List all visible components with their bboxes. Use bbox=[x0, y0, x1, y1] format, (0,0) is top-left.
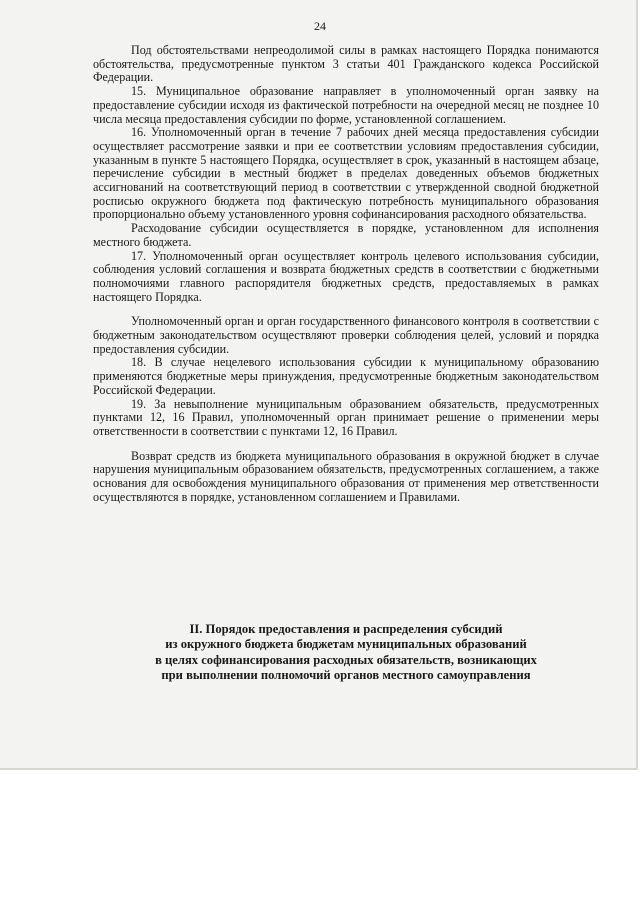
section-heading-line: II. Порядок предоставления и распределения субсидий bbox=[189, 622, 503, 636]
paragraph-expenditure: Расходование субсидии осуществляется в порядке, установленном для исполнения местного бюджета. bbox=[93, 221, 599, 249]
section-heading-line: в целях софинансирования расходных обязательств, возникающих bbox=[155, 652, 537, 667]
paragraph-force-majeure: Под обстоятельствами непреодолимой силы в рамках настоящего Порядка понимаются обстоятельства, предусмотренные пунктом 3 статьи 401 Гражданского кодекса Российской Федерации. bbox=[93, 43, 599, 85]
paragraph-refund: Возврат средств из бюджета муниципального образования в окружной бюджет в случае нарушения муниципальным образованием обязательств, предусмотренных соглашением, а также основания для освобождения муниципального образования от применения мер ответственности осуществляются в порядке, установленном соглашением и Правилами. bbox=[93, 448, 599, 504]
paragraph-item-16: 16. Уполномоченный орган в течение 7 рабочих дней месяца предоставления субсидии осуществляет рассмотрение заявки и при ее соответствии условиям предоставления субсидии, указанным в пункте 5 настоящего Порядка, осуществляет в срок, указанный в настоящем абзаце, перечисление субсидии в местный бюджет в пределах доведенных объемов бюджетных ассигнований на соответствующий период в соответствии с утвержденной сводной бюджетной росписью окружного бюджета под фактическую потребность муниципального образования пропорционально объему установленного уровня софинансирования расходного обязательства. bbox=[93, 125, 599, 222]
paragraph-item-15: 15. Муниципальное образование направляет в уполномоченный орган заявку на предоставление субсидии исходя из фактической потребности на очередной месяц не позднее 10 числа месяца предоставления субсидии по форме, установленной соглашением. bbox=[93, 84, 599, 126]
paragraph-item-18: 18. В случае нецелевого использования субсидии к муниципальному образованию применяются бюджетные меры принуждения, предусмотренные бюджетным законодательством Российской Федерации. bbox=[93, 355, 599, 397]
paragraph-financial-control: Уполномоченный орган и орган государственного финансового контроля в соответствии с бюджетным законодательством осуществляют проверки соблюдения целей, условий и порядка предоставления субсидии. bbox=[93, 314, 599, 356]
paragraph-item-17: 17. Уполномоченный орган осуществляет контроль целевого использования субсидии, соблюдения условий соглашения и возврата бюджетных средств в соответствии с бюджетными полномочиями главного распорядителя бюджетных средств, предоставляемых в рамках настоящего Порядка. bbox=[93, 248, 599, 304]
paragraph-item-19: 19. За невыполнение муниципальным образованием обязательств, предусмотренных пунктами 12, 16 Правил, уполномоченный орган принимает решение о применении меры ответственности в соответствии с пунктами 12, 16 Правил. bbox=[93, 396, 599, 438]
document-body bbox=[93, 44, 599, 505]
section-heading-line: при выполнении полномочий органов местного самоуправления bbox=[161, 668, 531, 683]
section-heading bbox=[93, 622, 599, 684]
section-heading-line: из окружного бюджета бюджетам муниципальных образований bbox=[165, 637, 527, 652]
page-number: 24 bbox=[314, 19, 326, 33]
